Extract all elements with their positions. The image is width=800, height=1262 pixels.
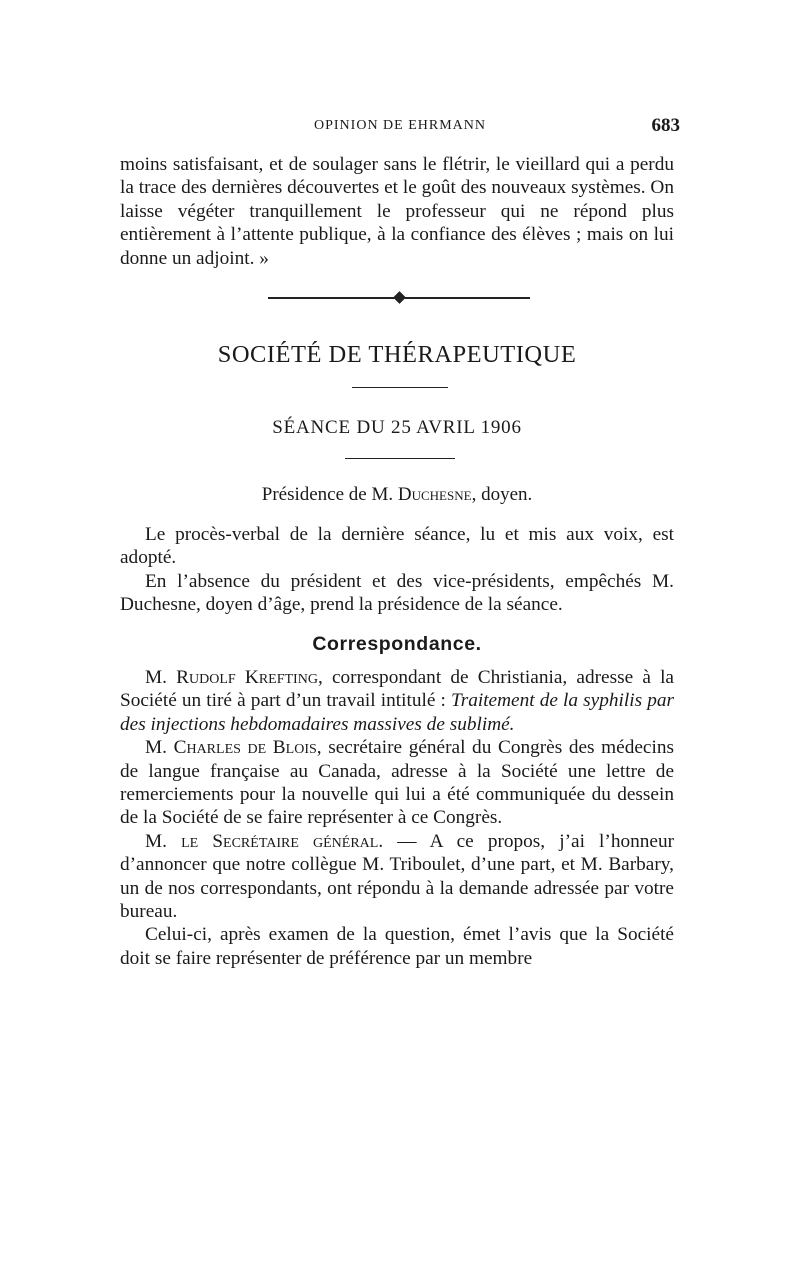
session-underline-rule: [345, 458, 455, 459]
running-title: OPINION DE EHRMANN: [314, 118, 486, 133]
page-number: 683: [651, 115, 680, 136]
running-head: [120, 115, 680, 138]
secretaire-name: le Secrétaire général.: [181, 830, 384, 852]
blois-text: , secrétaire général du Congrès des médecins de langue française au Canada, adresse à la Société une lettre de remerciements pour la nouvelle qui lui a été communiquée du dessein de la Société de se faire représenter à ce Congrès.: [120, 737, 674, 829]
blois-paragraph: [120, 736, 674, 830]
society-title: SOCIÉTÉ DE THÉRAPEUTIQUE: [217, 341, 577, 368]
intro-paragraph: moins satisfaisant, et de soulager sans le flétrir, le vieillard qui a perdu la trace des dernières découvertes et le goût des nouveaux systèmes. On laisse végéter tranquillement le professeur qui ne répond plus entièrement à l’attente publique, à la confiance des élèves ; mais on lui donne un adjoint. »: [120, 154, 674, 269]
proces-verbal-paragraph: Le procès-verbal de la dernière séance, lu et mis aux voix, est adopté.: [120, 524, 674, 569]
presidence-suffix: , doyen.: [471, 484, 533, 505]
secretaire-text: — A ce propos, j’ai l’honneur d’annoncer que notre collègue M. Triboulet, d’une part, et M. Barbary, un de nos correspondants, ont répondu à la demande adressée par votre bureau.: [120, 830, 675, 923]
presidence-name: Duchesne: [397, 484, 472, 505]
title-underline-rule: [352, 387, 448, 388]
presidence-line: [120, 484, 674, 506]
correspondance-block: [120, 666, 674, 970]
krefting-paragraph: [120, 666, 674, 736]
correspondance-heading: Correspondance.: [312, 633, 482, 655]
krefting-work-title: Traitement de la syphilis par des injections hebdomadaires massives de sublimé.: [120, 690, 675, 735]
krefting-name: Rudolf Krefting: [176, 667, 318, 688]
presidence-prefix: Présidence de M.: [261, 484, 398, 505]
blois-name: Charles de Blois: [173, 737, 317, 759]
krefting-prefix: M.: [145, 667, 177, 688]
absence-paragraph: En l’absence du président et des vice-présidents, empêchés M. Duchesne, doyen d’âge, prend la présidence de la séance.: [120, 570, 674, 616]
intro-text-block: [120, 153, 674, 270]
minutes-block: [120, 523, 674, 617]
avis-paragraph: Celui-ci, après examen de la question, émet l’avis que la Société doit se faire représenter de préférence par un membre: [120, 924, 674, 969]
divider-diamond-ornament: [393, 291, 406, 304]
session-title: SÉANCE DU 25 AVRIL 1906: [272, 417, 522, 438]
krefting-text: , correspondant de Christiania, adresse à la Société un tiré à part d’un travail intitulé :: [120, 667, 674, 712]
blois-prefix: M.: [145, 737, 174, 759]
secretaire-paragraph: [120, 830, 674, 924]
secretaire-prefix: M.: [145, 830, 182, 852]
